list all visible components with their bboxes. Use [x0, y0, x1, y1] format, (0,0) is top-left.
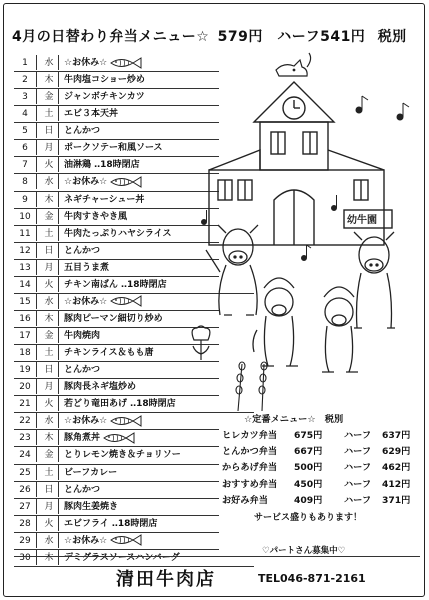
menu-item-text: ☆お休み☆ — [64, 296, 108, 307]
menu-weekday: 火 — [40, 277, 59, 292]
menu-row — [14, 482, 219, 499]
menu-item-text: 若どり竜田あげ ‥18時閉店 — [64, 399, 176, 410]
menu-item — [64, 345, 154, 361]
menu-day: 17 — [14, 328, 37, 343]
menu-weekday: 金 — [40, 328, 59, 343]
fixed-menu-row — [222, 444, 422, 460]
fixed-item-name: ヒレカツ弁当 — [222, 430, 278, 441]
menu-day: 23 — [14, 430, 37, 445]
menu-weekday: 土 — [40, 106, 59, 121]
menu-item — [64, 55, 143, 71]
title-price: 579円 — [217, 29, 263, 45]
menu-item — [64, 430, 136, 446]
title-month-label: 4月の日替わり弁当メニュー☆ — [12, 29, 210, 45]
menu-item — [64, 106, 118, 122]
menu-item — [64, 516, 157, 532]
menu-day: 8 — [14, 174, 37, 189]
menu-item-text: ☆お休み☆ — [64, 177, 108, 188]
fish-icon — [109, 176, 143, 188]
fish-icon — [109, 295, 143, 307]
menu-item-text: ビーフカレー — [64, 467, 118, 478]
menu-day: 13 — [14, 260, 37, 275]
fixed-item-price: 667円 — [294, 446, 323, 458]
menu-item — [64, 243, 100, 259]
menu-day: 22 — [14, 413, 37, 428]
menu-day: 27 — [14, 499, 37, 514]
menu-item-text: 牛肉塩コショー炒め — [64, 75, 145, 86]
fixed-item-price: 450円 — [294, 478, 323, 490]
menu-item-text: デミグラスソースハンバーグ — [64, 552, 180, 563]
menu-item-text: 牛肉たっぷりハヤシライス — [64, 228, 172, 239]
menu-day: 28 — [14, 516, 37, 531]
menu-weekday: 火 — [40, 157, 59, 172]
menu-item-text: 豚肉ピーマン細切り炒め — [64, 313, 163, 324]
menu-item-text: チキン南ばん ‥18時閉店 — [64, 279, 167, 290]
service-note: サービス盛りもあります！ — [254, 513, 363, 523]
menu-weekday: 木 — [40, 311, 59, 326]
fixed-item-name: お好み弁当 — [222, 494, 268, 506]
menu-item-text: ☆お休み☆ — [64, 416, 108, 427]
menu-item — [64, 362, 100, 378]
menu-day: 21 — [14, 396, 37, 411]
fixed-item-name: とんかつ弁当 — [222, 446, 278, 458]
menu-item — [64, 311, 163, 327]
title-half-price: ハーフ541円 — [277, 29, 366, 45]
menu-item — [64, 72, 145, 88]
menu-day: 2 — [14, 72, 37, 87]
menu-item-text: チキンライス＆もも唐 — [64, 348, 154, 359]
menu-day: 25 — [14, 465, 37, 480]
menu-item-text: とりレモン焼き＆チョリソー — [64, 450, 181, 461]
menu-item — [64, 123, 100, 139]
menu-day: 4 — [14, 106, 37, 121]
fixed-item-half-label: ハーフ — [344, 462, 372, 474]
menu-item — [64, 157, 140, 173]
menu-weekday: 水 — [40, 294, 59, 309]
menu-item-text: ジャンボチキンカツ — [64, 92, 145, 103]
menu-weekday: 土 — [40, 465, 59, 480]
menu-item-text: ☆お休み☆ — [64, 535, 108, 546]
menu-item — [64, 465, 117, 481]
menu-item-text: ☆お休み☆ — [64, 58, 108, 68]
menu-day: 20 — [14, 379, 37, 394]
menu-item-text: とんかつ — [64, 484, 101, 495]
fixed-item-name: からあげ弁当 — [222, 462, 278, 474]
menu-weekday: 金 — [40, 447, 59, 462]
menu-item-text: 牛肉焼肉 — [64, 331, 101, 341]
menu-weekday: 月 — [40, 260, 59, 275]
menu-item-text: エビフライ ‥18時閉店 — [64, 518, 158, 529]
menu-weekday: 土 — [40, 345, 59, 360]
menu-item-text: 豚角煮丼 — [64, 433, 101, 444]
menu-item — [64, 294, 143, 310]
menu-item — [64, 174, 143, 190]
footer-divider — [14, 556, 420, 557]
daycare-sign: 幼牛園 — [347, 215, 377, 226]
menu-item — [64, 413, 143, 429]
fixed-item-half-label: ハーフ — [344, 430, 372, 441]
menu-weekday: 金 — [40, 89, 59, 104]
menu-day: 24 — [14, 447, 37, 462]
menu-sheet — [3, 3, 425, 597]
menu-row — [14, 499, 219, 516]
menu-item — [64, 209, 127, 225]
menu-weekday: 日 — [40, 123, 59, 138]
fixed-item-half-price: 371円 — [382, 494, 411, 506]
menu-item-text: 油淋鶏 ‥18時閉店 — [64, 160, 140, 171]
menu-item-text: とんかつ — [64, 126, 101, 137]
recruit-note: ♡パートさん募集中♡ — [262, 546, 346, 556]
menu-item-text: ポークソテー和風ソース — [64, 143, 163, 154]
menu-row — [14, 533, 219, 550]
fixed-item-half-label: ハーフ — [344, 446, 372, 458]
menu-row — [14, 430, 219, 447]
menu-weekday: 火 — [40, 516, 59, 531]
fixed-item-half-price: 412円 — [382, 478, 411, 490]
menu-weekday: 木 — [40, 72, 59, 87]
menu-weekday: 火 — [40, 396, 59, 411]
fixed-menu-header: ☆定番メニュー☆ 税別 — [244, 414, 344, 425]
fixed-item-name: おすすめ弁当 — [222, 478, 278, 490]
school-building — [209, 82, 392, 245]
menu-weekday: 水 — [40, 55, 59, 70]
menu-weekday: 水 — [40, 533, 59, 548]
menu-item-text: とんかつ — [64, 365, 101, 376]
menu-item — [64, 499, 118, 515]
menu-weekday: 水 — [40, 174, 59, 189]
fixed-item-price: 409円 — [294, 494, 323, 506]
menu-day: 12 — [14, 243, 37, 258]
fixed-item-price: 675円 — [294, 430, 323, 441]
menu-weekday: 水 — [40, 413, 59, 428]
school-illustration — [154, 40, 429, 410]
menu-item — [64, 550, 180, 566]
menu-item-text: 豚肉長ネギ塩炒め — [64, 382, 137, 393]
menu-item — [64, 140, 163, 156]
menu-day: 6 — [14, 140, 37, 155]
menu-item — [64, 533, 143, 549]
fish-icon — [109, 415, 143, 427]
menu-row — [14, 447, 219, 464]
cow-characters — [206, 225, 395, 372]
menu-weekday: 日 — [40, 482, 59, 497]
menu-weekday: 木 — [40, 550, 59, 565]
menu-day: 16 — [14, 311, 37, 326]
fixed-item-half-price: 462円 — [382, 462, 411, 474]
menu-day: 7 — [14, 157, 37, 172]
menu-weekday: 土 — [40, 226, 59, 241]
menu-day: 29 — [14, 533, 37, 548]
menu-item — [64, 277, 167, 293]
menu-day: 30 — [14, 550, 37, 565]
menu-item-text: ネギチャーシュー丼 — [64, 194, 145, 205]
menu-row — [14, 516, 219, 533]
menu-item — [64, 89, 145, 105]
menu-day: 11 — [14, 226, 37, 241]
menu-weekday: 月 — [40, 499, 59, 514]
menu-day: 18 — [14, 345, 37, 360]
fixed-menu-row — [222, 493, 422, 509]
store-phone: TEL046-871-2161 — [258, 572, 366, 585]
tulip-icon — [192, 326, 210, 360]
fixed-item-half-label: ハーフ — [344, 478, 372, 490]
menu-day: 3 — [14, 89, 37, 104]
fish-icon — [109, 57, 143, 69]
menu-day: 1 — [14, 55, 37, 70]
menu-item — [64, 192, 144, 208]
menu-day: 10 — [14, 209, 37, 224]
fish-icon — [109, 534, 143, 546]
fixed-item-half-label: ハーフ — [344, 494, 372, 506]
menu-weekday: 日 — [40, 243, 59, 258]
title-tax: 税別 — [377, 29, 407, 45]
menu-weekday: 金 — [40, 209, 59, 224]
menu-day: 14 — [14, 277, 37, 292]
fish-icon — [102, 432, 136, 444]
menu-day: 26 — [14, 482, 37, 497]
menu-day: 5 — [14, 123, 37, 138]
menu-item — [64, 447, 181, 463]
cat-icon — [276, 53, 311, 76]
menu-weekday: 月 — [40, 140, 59, 155]
menu-weekday: 月 — [40, 379, 59, 394]
menu-item-text: エビ３本天丼 — [64, 109, 119, 120]
fixed-menu-row — [222, 477, 422, 493]
fixed-item-price: 500円 — [294, 462, 323, 474]
menu-day: 19 — [14, 362, 37, 377]
menu-weekday: 木 — [40, 192, 59, 207]
menu-day: 15 — [14, 294, 37, 309]
fixed-menu-row — [222, 460, 422, 476]
fixed-item-half-price: 637円 — [382, 430, 411, 441]
fixed-item-half-price: 629円 — [382, 446, 411, 458]
menu-item — [64, 328, 100, 344]
menu-item-text: 牛肉すきやき風 — [64, 211, 128, 222]
fixed-menu-row — [222, 428, 422, 444]
menu-row — [14, 413, 219, 430]
menu-item-text: 五目うま煮 — [64, 262, 110, 273]
music-note-icon — [202, 96, 410, 261]
menu-item — [64, 482, 100, 498]
flower-sprigs-icon — [224, 356, 284, 416]
menu-row — [14, 465, 219, 482]
menu-weekday: 木 — [40, 430, 59, 445]
menu-item-text: 豚肉生姜焼き — [64, 501, 119, 512]
menu-weekday: 日 — [40, 362, 59, 377]
store-name: 清田牛肉店 — [116, 569, 216, 590]
menu-item — [64, 260, 109, 276]
menu-day: 9 — [14, 192, 37, 207]
menu-item — [64, 379, 136, 395]
menu-item-text: とんかつ — [64, 245, 101, 256]
